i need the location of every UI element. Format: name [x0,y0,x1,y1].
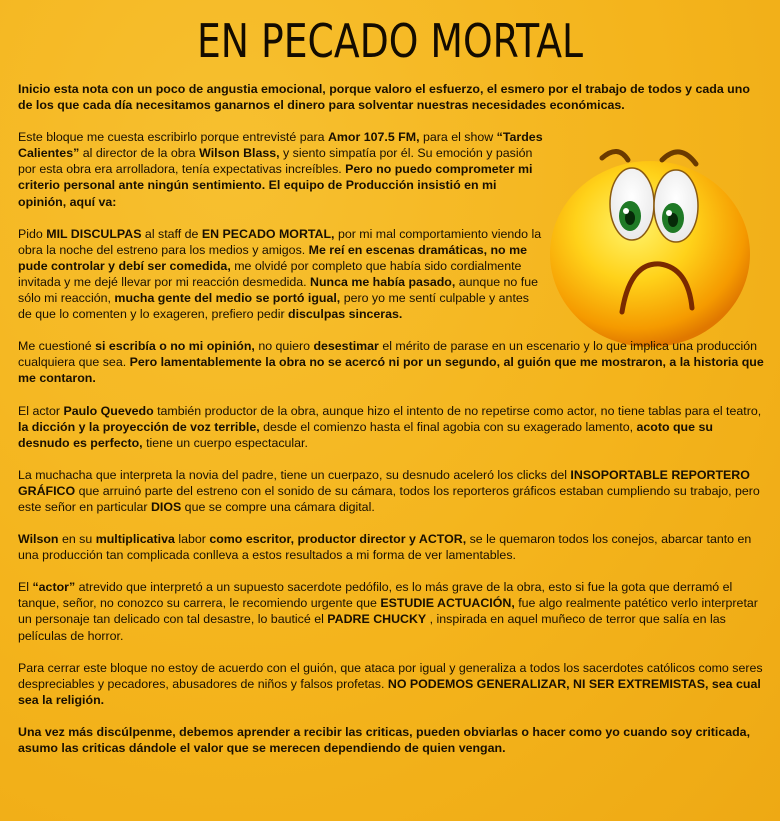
text: me olvidé por completo que había sido cordialmente invitada y me dejé llevar por mi reacción desmedida. [18,258,522,289]
paragraph [18,81,766,113]
text: que se compre una cámara digital. [181,499,375,514]
bold-text: Amor 107.5 FM, [327,130,420,145]
text: aunque no fue sólo mi reacción, [18,274,538,306]
text: no quiero [254,339,314,354]
bold-text: Paulo Quevedo [63,403,154,418]
paragraph [18,338,766,386]
text: también productor de la obra, aunque hizo el intento de no repetirse como actor, no tiene tablas para el teatro, [153,403,762,418]
text: se le quemaron todos los conejos, abarcar tanto en una producción tan complicada conlleva a estos resultados a mi forma de ver lamentables. [18,532,752,563]
text: Para cerrar este bloque no estoy de acuerdo con el guión, que ataca por igual y generaliza a todos los sacerdotes católicos como seres despreciables y pecadores, abusadores de niños y falsos profetas. [18,660,763,691]
text: El [18,580,33,595]
bold-text: Pero lamentablemente la obra no se acercó ni por un segundo, al guión que me mostraron, a la historia que me contaron. [18,355,764,386]
bold-text: EN PECADO MORTAL, [201,226,335,241]
paragraph [18,129,543,209]
text: que arruinó parte del estreno con el sonido de su cámara, todos los reporteros gráficos estaban cumpliendo su trabajo, pero este señor en particular [18,483,760,514]
bold-text: “actor” [32,580,76,595]
bold-text: si escribía o no mi opinión, [95,339,255,354]
bold-text: multiplicativa [95,532,175,547]
bold-text: Inicio esta nota con un poco de angustia emocional, porque valoro el esfuerzo, el esmero por el trabajo de todos y cada uno de los que cada día necesitamos ganarnos el dinero para solventar nuestras necesidades económicas. [18,82,750,113]
text: El actor [18,403,64,418]
text: el mérito de parase en un escenario y lo que implica una producción cualquiera que sea. [18,339,758,370]
text: Este bloque me cuesta escribirlo porque entrevisté para [18,130,328,145]
bold-text: Wilson Blass, [199,146,280,161]
text: para el show [419,130,497,145]
paragraph [18,724,766,756]
bold-text: Me reí en escenas dramáticas, no me pude controlar y debí ser comedida, [18,242,527,273]
text: fue algo realmente patético verlo interpretar un personaje tan delicado con tal desastre, lo bauticé el [18,596,758,627]
paragraph [18,660,766,708]
text: desde el comienzo hasta el final agobia con su exagerado lamento, [259,419,637,434]
text: atrevido que interpretó a un supuesto sacerdote pedófilo, es lo más grave de la obra, esto si fue la gota que derramó el tanque, señor, no conozco su carrera, le recomiendo urgente que [18,580,733,611]
text: al director de la obra [79,146,200,161]
bold-text: desestimar [313,339,379,354]
paragraph [18,403,766,451]
text: pero yo me sentí culpable y antes de que lo comenten y lo exageren, prefiero pedir [18,291,529,322]
text: Me cuestioné [18,339,96,354]
text: al staff de [141,226,202,241]
text: tiene un cuerpo espectacular. [142,435,308,450]
bold-text: Una vez más discúlpenme, debemos aprender a recibir las criticas, pueden obviarlas o hacer como yo cuando soy criticada, asumo las criticas dándole el valor que se merecen dependiendo de quien vengan. [18,724,751,755]
paragraph [18,467,766,515]
bold-text: INSOPORTABLE REPORTERO GRÁFICO [18,467,750,498]
bold-text: disculpas sinceras. [288,307,403,322]
bold-text: mucha gente del medio se portó igual, [114,291,341,306]
bold-text: como escritor, productor director y ACTOR, [209,532,467,547]
bold-text: Pero no puedo comprometer mi criterio personal ante ningún sentimiento. El equipo de Producción insistió en mi opinión, aquí va: [18,162,533,209]
text: en su [58,532,96,547]
bold-text: NO PODEMOS GENERALIZAR, NI SER EXTREMISTAS, sea cual sea la religión. [18,676,761,707]
paragraph [18,531,766,563]
text: , inspirada en aquel muñeco de terror que salía en las películas de horror. [18,612,726,643]
bold-text: DIOS [150,499,182,514]
text: por mi mal comportamiento viendo la obra la noche del estreno para los medios y amigos. [18,226,542,257]
article-body [18,81,766,772]
bold-text: la dicción y la proyección de voz terrible, [18,419,260,434]
bold-text: acoto que su desnudo es perfecto, [18,419,713,450]
text: La muchacha que interpreta la novia del padre, tiene un cuerpazo, su desnudo aceleró los clicks del [18,467,571,482]
bold-text: Wilson [18,532,59,547]
bold-text: MIL DISCULPAS [46,226,142,241]
bold-text: Nunca me había pasado, [310,274,456,289]
text: y siento simpatía por él. Su emoción y pasión por esta obra era arrolladora, tenía expectativas increíbles. [18,146,533,177]
page-title: EN PECADO MORTAL [196,14,584,68]
paragraph [18,579,766,643]
bold-text: “Tardes Calientes” [18,130,543,161]
bold-text: PADRE CHUCKY [327,612,427,627]
text: labor [174,532,210,547]
bold-text: ESTUDIE ACTUACIÓN, [380,596,515,611]
paragraph [18,226,543,323]
text: Pido [18,226,47,241]
